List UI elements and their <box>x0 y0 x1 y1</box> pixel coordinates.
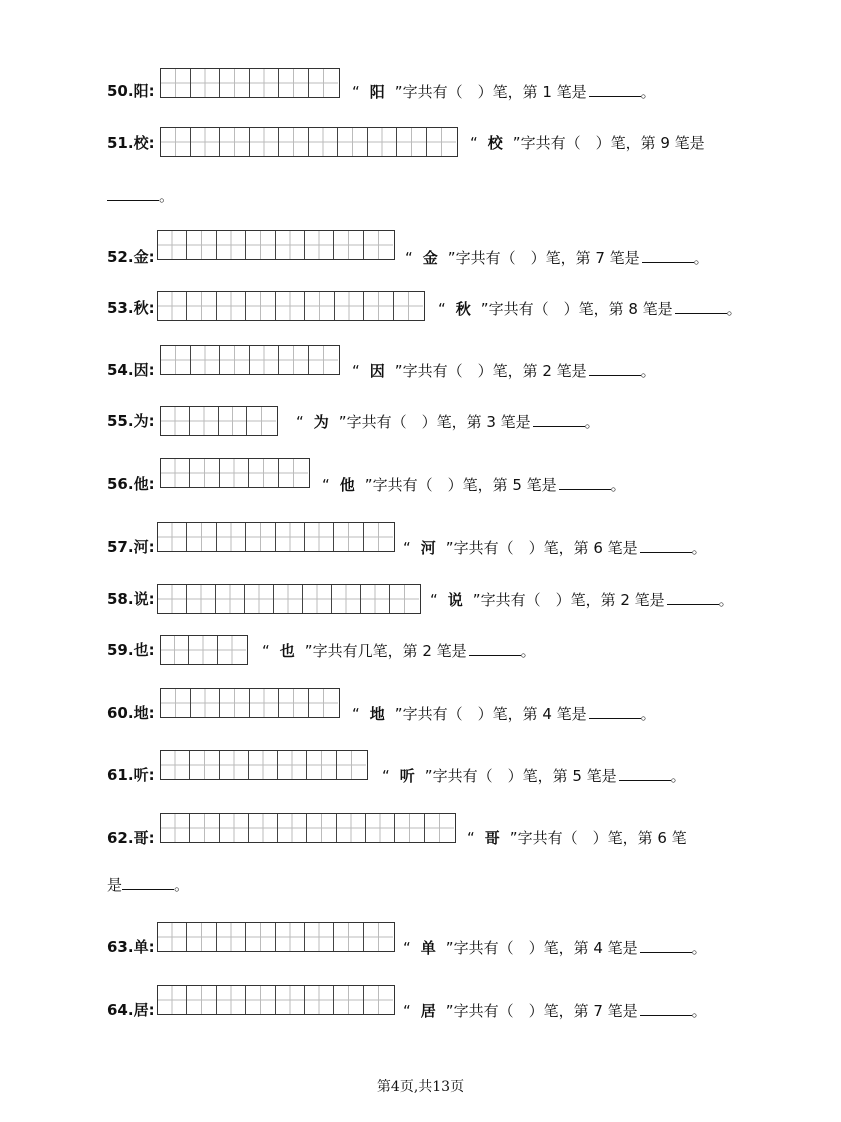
question-number: 50.阳: <box>107 82 155 100</box>
answer-blank[interactable] <box>640 938 692 953</box>
grid-cell[interactable] <box>278 814 307 842</box>
grid-cell[interactable] <box>425 814 454 842</box>
question-number: 57.河: <box>107 538 155 556</box>
grid-cell[interactable] <box>161 346 191 374</box>
answer-blank[interactable] <box>107 186 159 201</box>
grid-cell[interactable] <box>361 585 390 613</box>
grid-cell[interactable] <box>309 346 339 374</box>
grid-cell[interactable] <box>276 923 305 951</box>
answer-blank[interactable] <box>640 538 692 553</box>
stroke-grid <box>160 813 456 843</box>
question-text: “ 听 ”字共有（ ）笔，第 5 笔是 。 <box>382 767 686 785</box>
grid-cell[interactable] <box>309 689 339 717</box>
grid-cell[interactable] <box>334 986 363 1014</box>
question-number: 62.哥: <box>107 829 155 847</box>
grid-cell[interactable] <box>220 346 250 374</box>
grid-cell[interactable] <box>279 689 309 717</box>
question-number: 51.校: <box>107 134 155 152</box>
question-text: “ 秋 ”字共有（ ）笔，第 8 笔是 。 <box>438 300 742 318</box>
grid-cell[interactable] <box>161 407 190 435</box>
grid-cell[interactable] <box>246 523 275 551</box>
grid-cell[interactable] <box>364 523 393 551</box>
question-text: “ 因 ”字共有（ ）笔，第 2 笔是 。 <box>352 362 656 380</box>
grid-cell[interactable] <box>366 814 395 842</box>
question-text: “ 金 ”字共有（ ）笔，第 7 笔是 。 <box>405 249 709 267</box>
grid-cell[interactable] <box>337 814 366 842</box>
answer-blank[interactable] <box>469 641 521 656</box>
grid-cell[interactable] <box>334 523 363 551</box>
grid-cell[interactable] <box>187 523 216 551</box>
answer-blank[interactable] <box>589 704 641 719</box>
grid-cell[interactable] <box>364 923 393 951</box>
grid-cell[interactable] <box>305 292 334 320</box>
grid-cell[interactable] <box>190 814 219 842</box>
question-number: 63.单: <box>107 938 155 956</box>
grid-cell[interactable] <box>279 346 309 374</box>
question-number: 61.听: <box>107 766 155 784</box>
question-text: “ 河 ”字共有（ ）笔，第 6 笔是 。 <box>403 539 707 557</box>
question-number: 59.也: <box>107 641 155 659</box>
grid-cell[interactable] <box>191 69 221 97</box>
answer-blank[interactable] <box>640 1001 692 1016</box>
grid-cell[interactable] <box>397 128 427 156</box>
question-text: “ 为 ”字共有（ ）笔，第 3 笔是 。 <box>296 413 600 431</box>
grid-cell[interactable] <box>276 231 305 259</box>
stroke-grid <box>160 345 340 375</box>
grid-cell[interactable] <box>191 128 221 156</box>
stroke-grid <box>160 127 458 157</box>
grid-cell[interactable] <box>305 986 334 1014</box>
grid-cell[interactable] <box>161 751 190 779</box>
stroke-grid <box>160 750 368 780</box>
grid-cell[interactable] <box>334 923 363 951</box>
answer-blank[interactable] <box>589 361 641 376</box>
grid-cell[interactable] <box>187 292 216 320</box>
grid-cell[interactable] <box>217 923 246 951</box>
grid-cell[interactable] <box>158 231 187 259</box>
grid-cell[interactable] <box>249 814 278 842</box>
grid-cell[interactable] <box>161 689 191 717</box>
grid-cell[interactable] <box>305 523 334 551</box>
question-number: 52.金: <box>107 248 155 266</box>
grid-cell[interactable] <box>187 986 216 1014</box>
grid-cell[interactable] <box>332 585 361 613</box>
grid-cell[interactable] <box>158 292 187 320</box>
grid-cell[interactable] <box>309 69 339 97</box>
question-51-continuation: 。 <box>107 186 174 205</box>
grid-cell[interactable] <box>161 636 189 664</box>
answer-blank[interactable] <box>667 590 719 605</box>
grid-cell[interactable] <box>250 346 280 374</box>
answer-blank[interactable] <box>589 82 641 97</box>
grid-cell[interactable] <box>190 751 219 779</box>
grid-cell[interactable] <box>427 128 457 156</box>
grid-cell[interactable] <box>220 751 249 779</box>
grid-cell[interactable] <box>189 636 217 664</box>
question-number: 60.地: <box>107 704 155 722</box>
stroke-grid <box>157 522 395 552</box>
grid-cell[interactable] <box>278 751 307 779</box>
grid-cell[interactable] <box>364 986 393 1014</box>
grid-cell[interactable] <box>250 69 280 97</box>
grid-cell[interactable] <box>395 814 424 842</box>
grid-cell[interactable] <box>364 292 393 320</box>
grid-cell[interactable] <box>217 292 246 320</box>
grid-cell[interactable] <box>190 407 219 435</box>
answer-blank[interactable] <box>642 248 694 263</box>
grid-cell[interactable] <box>220 814 249 842</box>
answer-blank[interactable] <box>675 299 727 314</box>
grid-cell[interactable] <box>305 231 334 259</box>
grid-cell[interactable] <box>158 986 187 1014</box>
answer-blank[interactable] <box>122 875 174 890</box>
stroke-grid <box>157 985 395 1015</box>
grid-cell[interactable] <box>191 346 221 374</box>
grid-cell[interactable] <box>161 459 190 487</box>
question-text: “ 也 ”字共有几笔，第 2 笔是 。 <box>262 642 536 660</box>
question-text: “ 校 ”字共有（ ）笔，第 9 笔是 <box>470 134 705 152</box>
grid-cell[interactable] <box>161 69 191 97</box>
answer-blank[interactable] <box>533 412 585 427</box>
grid-cell[interactable] <box>220 128 250 156</box>
grid-cell[interactable] <box>245 585 274 613</box>
grid-cell[interactable] <box>187 923 216 951</box>
stroke-grid <box>157 230 395 260</box>
grid-cell[interactable] <box>218 636 246 664</box>
question-number: 64.居: <box>107 1001 155 1019</box>
question-number: 55.为: <box>107 412 155 430</box>
grid-cell[interactable] <box>307 751 336 779</box>
grid-cell[interactable] <box>219 407 248 435</box>
stroke-grid <box>157 922 395 952</box>
grid-cell[interactable] <box>246 986 275 1014</box>
grid-cell[interactable] <box>335 292 364 320</box>
grid-cell[interactable] <box>191 689 221 717</box>
stroke-grid <box>160 458 310 488</box>
grid-cell[interactable] <box>220 459 249 487</box>
grid-cell[interactable] <box>246 923 275 951</box>
stroke-grid <box>160 406 278 436</box>
stroke-grid <box>157 584 421 614</box>
grid-cell[interactable] <box>246 292 275 320</box>
question-text: “ 地 ”字共有（ ）笔，第 4 笔是 。 <box>352 705 656 723</box>
question-text: “ 他 ”字共有（ ）笔，第 5 笔是 。 <box>322 476 626 494</box>
grid-cell[interactable] <box>309 128 339 156</box>
grid-cell[interactable] <box>158 923 187 951</box>
grid-cell[interactable] <box>364 231 393 259</box>
grid-cell[interactable] <box>303 585 332 613</box>
stroke-grid <box>160 688 340 718</box>
grid-cell[interactable] <box>217 523 246 551</box>
grid-cell[interactable] <box>220 69 250 97</box>
grid-cell[interactable] <box>274 585 303 613</box>
question-number: 53.秋: <box>107 299 155 317</box>
question-number: 54.因: <box>107 361 155 379</box>
stroke-grid <box>160 68 340 98</box>
grid-cell[interactable] <box>279 69 309 97</box>
grid-cell[interactable] <box>276 986 305 1014</box>
question-text: “ 说 ”字共有（ ）笔，第 2 笔是 。 <box>430 591 734 609</box>
grid-cell[interactable] <box>337 751 366 779</box>
grid-cell[interactable] <box>249 459 278 487</box>
answer-blank[interactable] <box>559 475 611 490</box>
grid-cell[interactable] <box>250 128 280 156</box>
answer-blank[interactable] <box>619 766 671 781</box>
grid-cell[interactable] <box>158 523 187 551</box>
grid-cell[interactable] <box>279 128 309 156</box>
grid-cell[interactable] <box>161 814 190 842</box>
grid-cell[interactable] <box>217 986 246 1014</box>
grid-cell[interactable] <box>368 128 398 156</box>
grid-cell[interactable] <box>307 814 336 842</box>
question-62-continuation: 是 。 <box>107 876 190 894</box>
stroke-grid <box>160 635 248 665</box>
grid-cell[interactable] <box>394 292 423 320</box>
stroke-grid <box>157 291 425 321</box>
question-text: “ 哥 ”字共有（ ）笔，第 6 笔 <box>467 829 687 847</box>
grid-cell[interactable] <box>187 231 216 259</box>
question-text: “ 阳 ”字共有（ ）笔，第 1 笔是 。 <box>352 83 656 101</box>
grid-cell[interactable] <box>276 292 305 320</box>
grid-cell[interactable] <box>249 751 278 779</box>
grid-cell[interactable] <box>161 128 191 156</box>
grid-cell[interactable] <box>247 407 276 435</box>
grid-cell[interactable] <box>187 585 216 613</box>
grid-cell[interactable] <box>338 128 368 156</box>
grid-cell[interactable] <box>334 231 363 259</box>
question-text: “ 居 ”字共有（ ）笔，第 7 笔是 。 <box>403 1002 707 1020</box>
question-number: 58.说: <box>107 590 155 608</box>
grid-cell[interactable] <box>250 689 280 717</box>
question-text: “ 单 ”字共有（ ）笔，第 4 笔是 。 <box>403 939 707 957</box>
grid-cell[interactable] <box>246 231 275 259</box>
grid-cell[interactable] <box>158 585 187 613</box>
grid-cell[interactable] <box>305 923 334 951</box>
grid-cell[interactable] <box>279 459 308 487</box>
grid-cell[interactable] <box>220 689 250 717</box>
page-footer: 第4页,共13页 <box>376 1079 465 1095</box>
grid-cell[interactable] <box>216 585 245 613</box>
grid-cell[interactable] <box>190 459 219 487</box>
question-number: 56.他: <box>107 475 155 493</box>
grid-cell[interactable] <box>390 585 419 613</box>
grid-cell[interactable] <box>276 523 305 551</box>
grid-cell[interactable] <box>217 231 246 259</box>
